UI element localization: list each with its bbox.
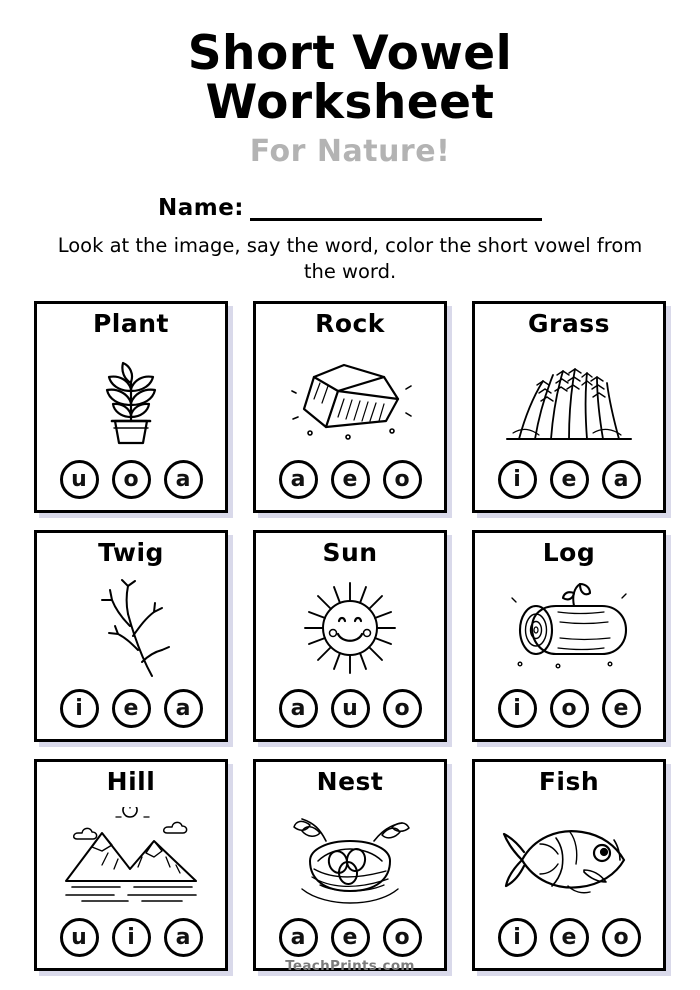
card-word: Plant (92, 309, 169, 339)
potted-plant-icon (37, 338, 225, 461)
grass-icon (475, 338, 663, 461)
vowel-options (498, 689, 641, 728)
page-title (34, 26, 666, 169)
card-word: Nest (316, 767, 384, 797)
vowel-option[interactable]: e (602, 689, 641, 728)
worksheet-card (34, 759, 228, 971)
vowel-option[interactable]: a (279, 689, 318, 728)
worksheet-card (472, 759, 666, 971)
vowel-option[interactable]: u (60, 460, 99, 499)
vowel-options (60, 918, 203, 957)
vowel-option[interactable]: o (383, 918, 422, 957)
vowel-option[interactable]: u (331, 689, 370, 728)
vowel-option[interactable]: a (164, 689, 203, 728)
vowel-option[interactable]: o (550, 689, 589, 728)
title-line-1: Short Vowel (187, 26, 513, 81)
instructions-text: Look at the image, say the word, color the short vowel from the word. (57, 233, 643, 284)
vowel-options (279, 918, 422, 957)
nest-icon (256, 796, 444, 919)
vowel-option[interactable]: e (550, 918, 589, 957)
vowel-option[interactable]: e (112, 689, 151, 728)
vowel-option[interactable]: a (279, 918, 318, 957)
vowel-option[interactable]: o (383, 689, 422, 728)
footer-credit: TeachPrints.com (285, 958, 415, 974)
worksheet-card (34, 301, 228, 513)
vowel-options (279, 460, 422, 499)
vowel-options (498, 918, 641, 957)
vowel-option[interactable]: a (602, 460, 641, 499)
vowel-option[interactable]: e (331, 918, 370, 957)
worksheet-card (34, 530, 228, 742)
vowel-option[interactable]: o (112, 460, 151, 499)
vowel-option[interactable]: u (60, 918, 99, 957)
worksheet-card (253, 759, 447, 971)
worksheet-card (472, 530, 666, 742)
vowel-option[interactable]: a (164, 918, 203, 957)
vowel-option[interactable]: a (279, 460, 318, 499)
name-input-line[interactable] (250, 198, 542, 221)
vowel-options (60, 689, 203, 728)
vowel-option[interactable]: i (112, 918, 151, 957)
card-word: Hill (106, 767, 156, 797)
worksheet-card (472, 301, 666, 513)
rock-icon (256, 338, 444, 461)
vowel-options (60, 460, 203, 499)
card-word: Twig (98, 538, 164, 568)
worksheet-card (253, 530, 447, 742)
fish-icon (475, 796, 663, 919)
card-word: Rock (315, 309, 385, 339)
vowel-option[interactable]: o (383, 460, 422, 499)
page-subtitle: For Nature! (249, 133, 451, 169)
worksheet-grid (34, 301, 666, 971)
card-word: Log (542, 538, 596, 568)
twig-icon (37, 567, 225, 690)
worksheet-card (253, 301, 447, 513)
card-word: Grass (528, 309, 610, 339)
log-icon (475, 567, 663, 690)
vowel-options (279, 689, 422, 728)
vowel-option[interactable]: e (331, 460, 370, 499)
name-label: Name: (157, 194, 245, 221)
card-word: Fish (538, 767, 600, 797)
vowel-options (498, 460, 641, 499)
title-line-2: Worksheet (205, 74, 495, 130)
vowel-option[interactable]: a (164, 460, 203, 499)
vowel-option[interactable]: i (498, 460, 537, 499)
vowel-option[interactable]: o (602, 918, 641, 957)
vowel-option[interactable]: i (498, 689, 537, 728)
sun-icon (256, 567, 444, 690)
name-row (34, 195, 666, 221)
vowel-option[interactable]: e (550, 460, 589, 499)
hill-icon (37, 796, 225, 919)
card-word: Sun (322, 538, 378, 568)
vowel-option[interactable]: i (498, 918, 537, 957)
vowel-option[interactable]: i (60, 689, 99, 728)
